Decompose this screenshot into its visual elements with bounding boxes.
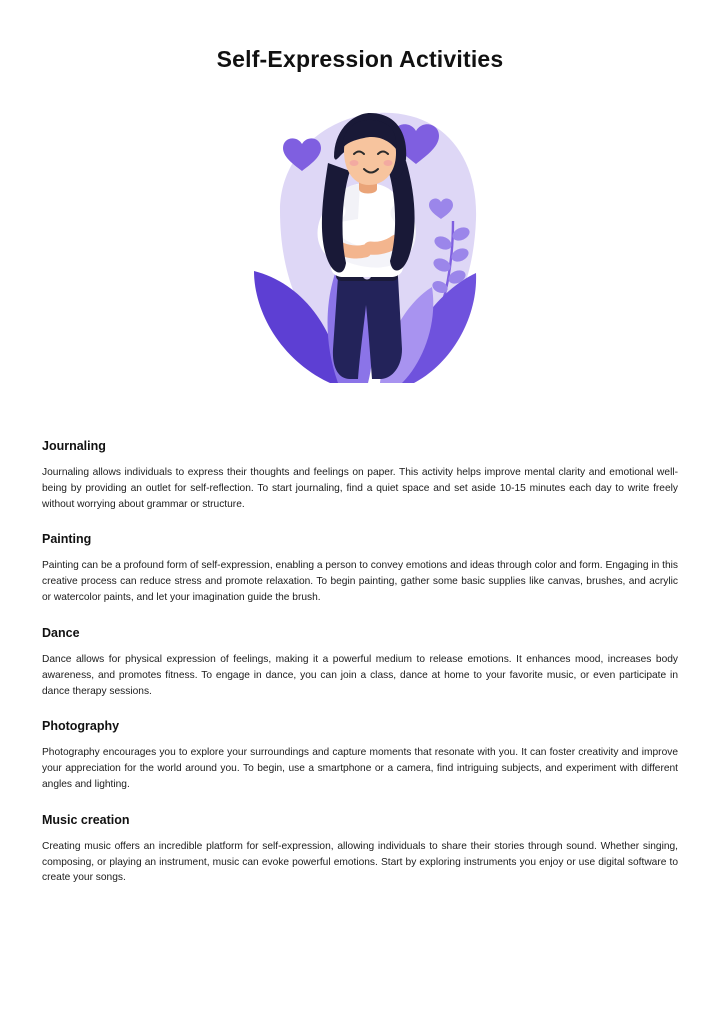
section-body: Photography encourages you to explore your surroundings and capture moments that resonate with you. It can foster creativity and improve your appreciation for the world around you. To begin, use a smartphone or a camera, find intriguing subjects, and experiment with different angles and lighting. (42, 747, 678, 790)
section-body: Journaling allows individuals to express their thoughts and feelings on paper. This activity helps improve mental clarity and emotional well-being by providing an outlet for self-reflection. To start journaling, find a quiet space and set aside 10-15 minutes each day to write freely without worrying about grammar or structure. (42, 467, 678, 510)
section-heading: Painting (42, 532, 92, 547)
section-dance (42, 626, 678, 699)
woman-hugging-self-illustration (210, 91, 510, 391)
document-content (40, 439, 680, 886)
section-body: Painting can be a profound form of self-expression, enabling a person to convey emotions and ideas through color and form. Engaging in this creative process can reduce stress and promote relaxation. To begin painting, gather some basic supplies like canvas, brushes, and acrylic or watercolor paints, and let your imagination guide the brush. (42, 560, 678, 604)
hero-illustration (40, 91, 680, 391)
section-body: Dance allows for physical expression of feelings, making it a powerful medium to release emotions. It enhances mood, increases body awareness, and promotes fitness. To engage in dance, you can join a class, dance at home to your favorite music, or even participate in dance therapy sessions. (42, 653, 678, 697)
section-photography (42, 719, 678, 792)
section-painting (42, 532, 678, 605)
section-heading: Journaling (42, 439, 106, 453)
section-heading: Dance (42, 625, 80, 640)
section-heading: Photography (42, 719, 120, 734)
page-title: Self-Expression Activities (216, 46, 504, 72)
section-body: Creating music offers an incredible platform for self-expression, allowing individuals to share their stories through sound. Whether singing, composing, or playing an instrument, music can evoke powerful emotions. Start by exploring instruments you enjoy or use digital software to create your songs. (42, 840, 678, 884)
section-music-creation (42, 813, 678, 886)
section-heading: Music creation (42, 812, 130, 827)
section-journaling (42, 439, 678, 512)
